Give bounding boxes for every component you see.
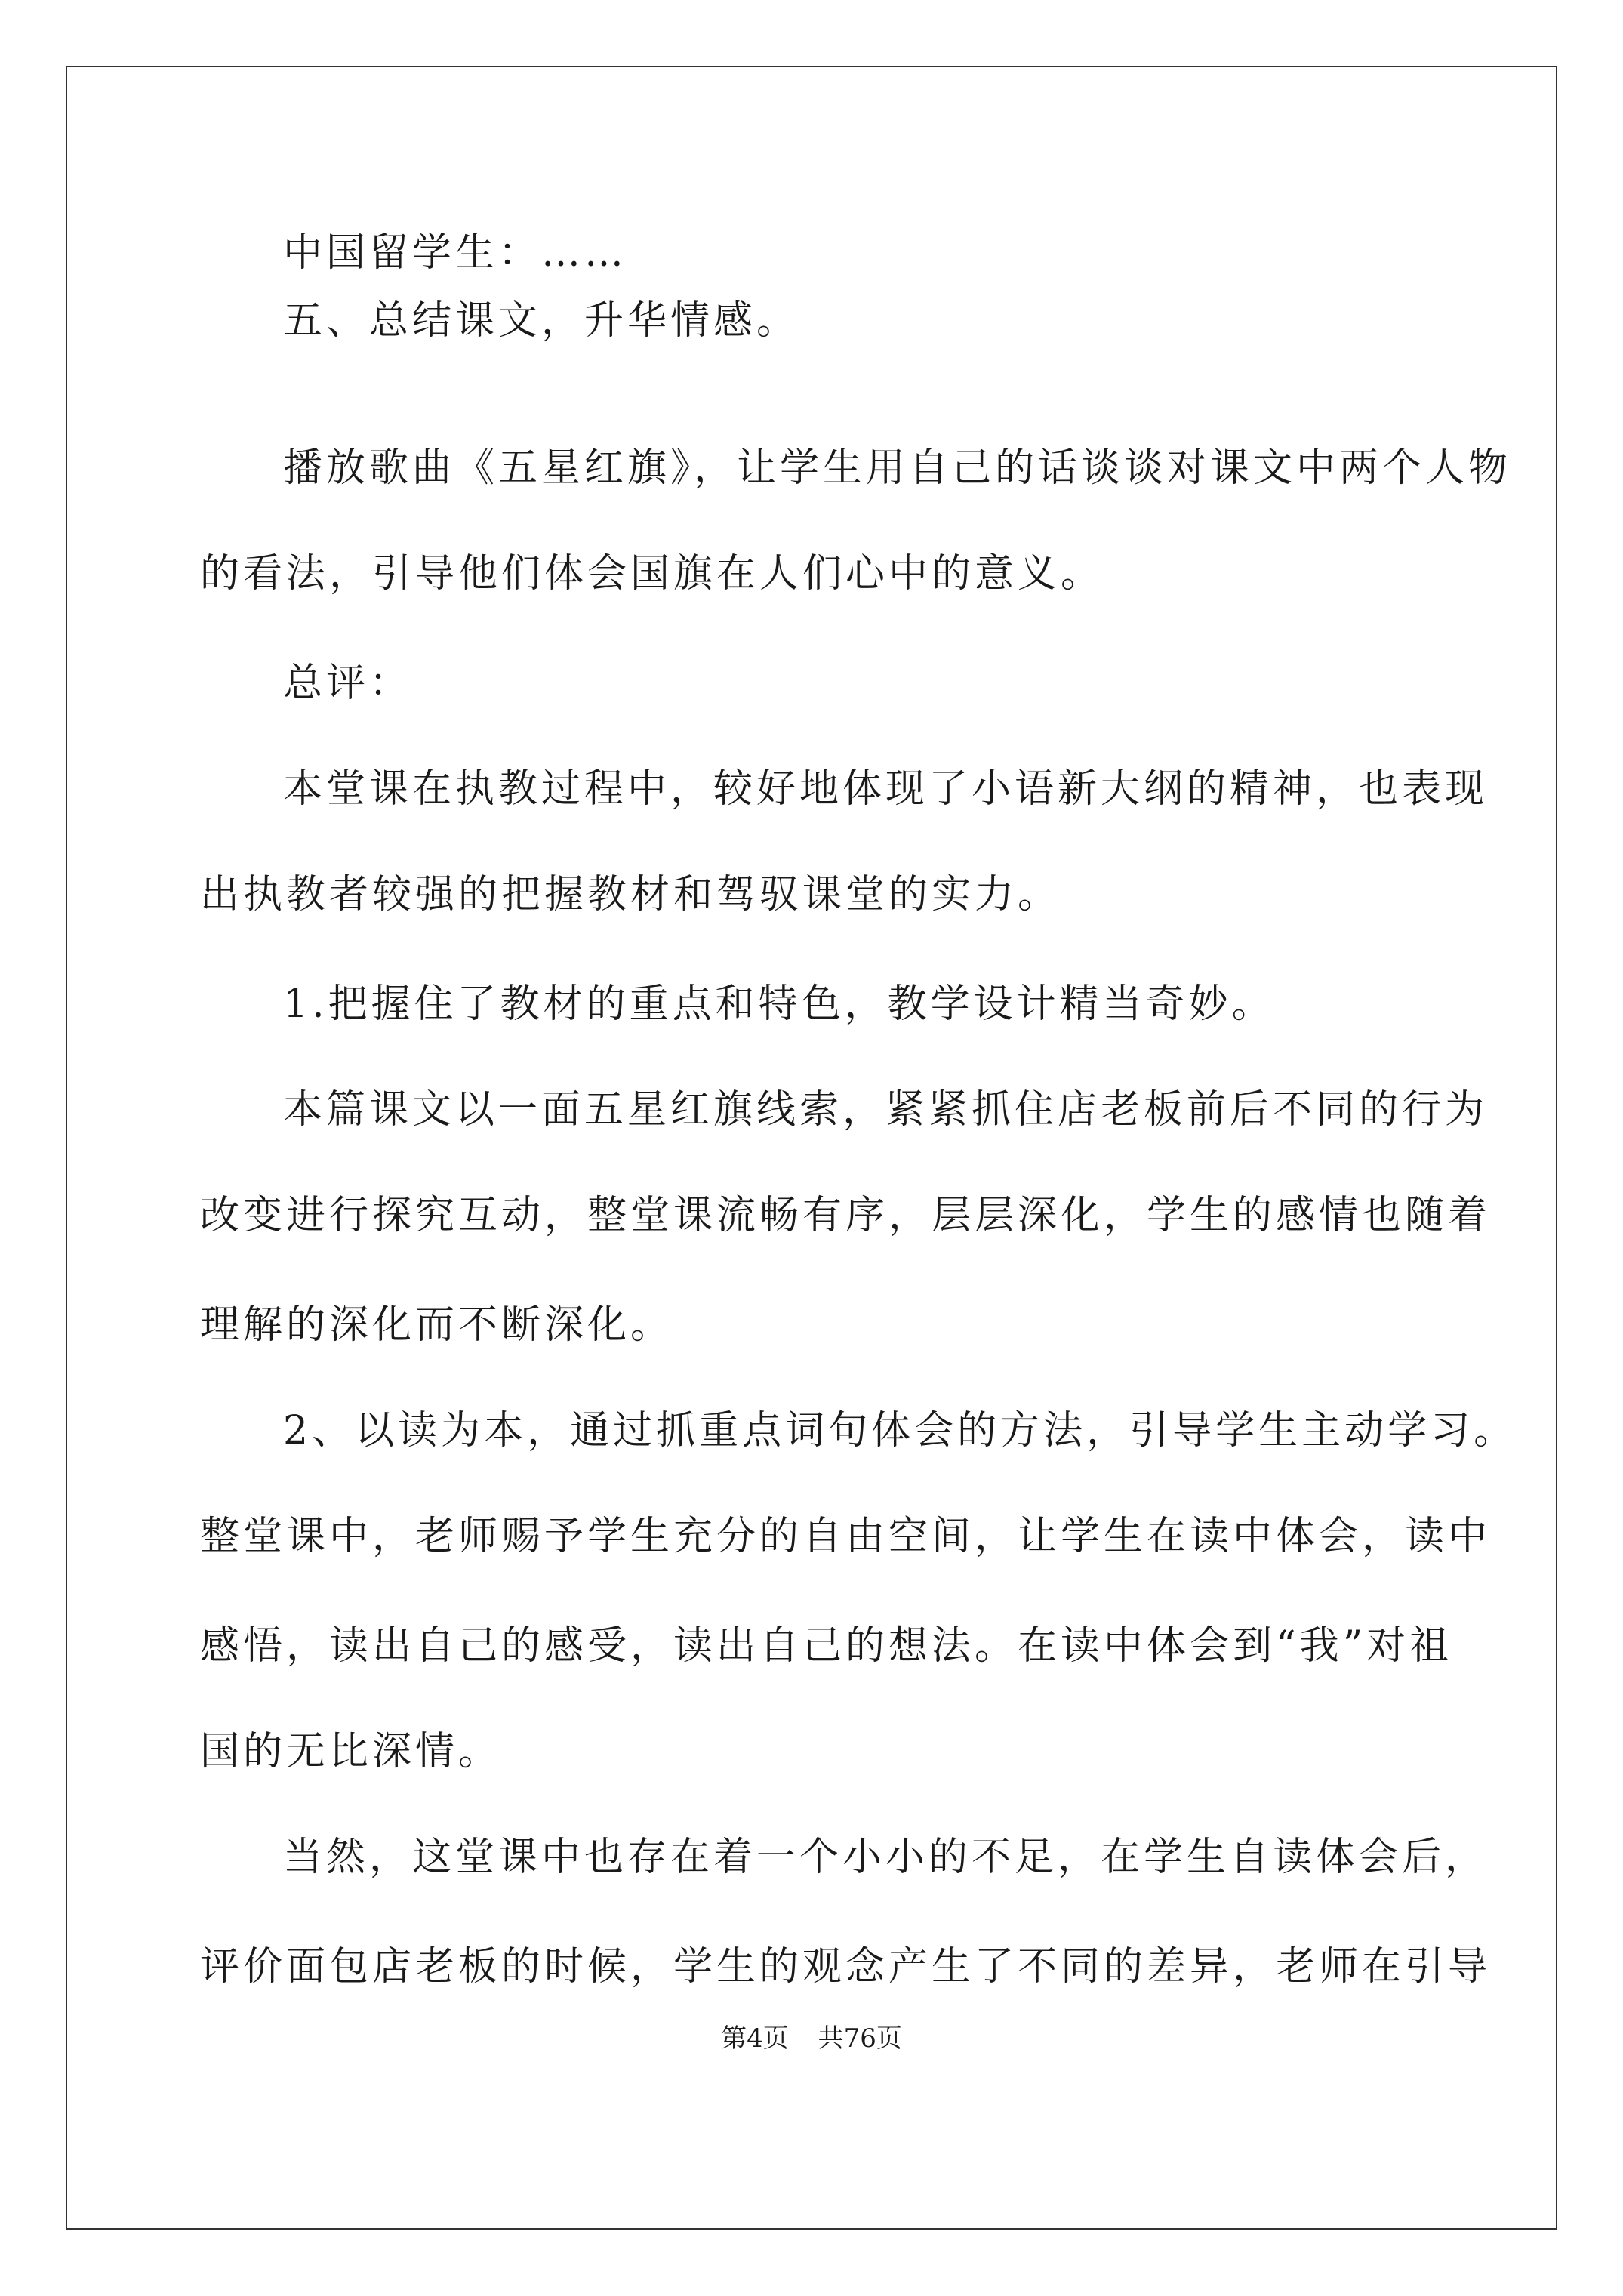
text-line: 理解的深化而不断深化。	[200, 1302, 674, 1348]
text-line: 本篇课文以一面五星红旗线索，紧紧抓住店老板前后不同的行为	[283, 1087, 1489, 1133]
text-line: 评价面包店老板的时候，学生的观念产生了不同的差异，老师在引导	[200, 1944, 1492, 1989]
text-line: 感悟，读出自己的感受，读出自己的想法。在读中体会到“我”对祖	[200, 1623, 1453, 1669]
page-number-total: 共76页	[818, 2023, 902, 2054]
page-number-current: 第4页	[721, 2023, 789, 2054]
text-line: 改变进行探究互动，整堂课流畅有序，层层深化，学生的感情也随着	[200, 1193, 1492, 1238]
text-line: 整堂课中，老师赐予学生充分的自由空间，让学生在读中体会，读中	[200, 1514, 1492, 1559]
text-line: 1.把握住了教材的重点和特色，教学设计精当奇妙。	[283, 982, 1275, 1027]
page-border	[66, 66, 1557, 2230]
text-line: 总评：	[283, 661, 413, 706]
text-line: 当然，这堂课中也存在着一个小小的不足，在学生自读体会后，	[283, 1835, 1489, 1880]
text-line: 的看法，引导他们体会国旗在人们心中的意义。	[200, 551, 1104, 596]
text-line: 国的无比深情。	[200, 1729, 502, 1774]
text-line: 五、总结课文，升华情感。	[283, 298, 800, 344]
text-line: 播放歌曲《五星红旗》，让学生用自己的话谈谈对课文中两个人物	[283, 445, 1512, 491]
page-footer	[0, 2023, 1623, 2054]
text-line: 2、以读为本，通过抓重点词句体会的方法，引导学生主动学习。	[283, 1408, 1517, 1453]
text-line: 中国留学生：……	[283, 230, 628, 276]
text-line: 出执教者较强的把握教材和驾驭课堂的实力。	[200, 872, 1061, 917]
text-line: 本堂课在执教过程中，较好地体现了小语新大纲的精神，也表现	[283, 766, 1489, 812]
